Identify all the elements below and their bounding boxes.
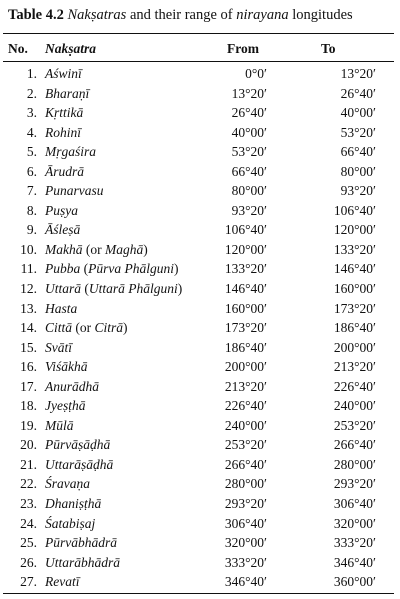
longitude-from: 253°20′ — [224, 437, 267, 453]
longitude-from: 200°00′ — [224, 359, 267, 375]
row-number: 19. — [20, 417, 37, 433]
table-row — [0, 494, 400, 514]
longitude-to: 146°40′ — [333, 261, 376, 277]
longitude-from: 133°20′ — [224, 261, 267, 277]
row-number: 12. — [20, 281, 37, 297]
naksatra-name — [45, 259, 179, 279]
row-number: 10. — [20, 241, 37, 257]
table-row — [0, 84, 400, 104]
naksatra-alternate-name: Maghā — [105, 241, 144, 257]
table-row — [0, 533, 400, 553]
naksatra-primary-name: Svātī — [45, 339, 72, 355]
naksatra-name — [45, 572, 79, 592]
table-row — [0, 416, 400, 436]
naksatra-name — [45, 338, 72, 358]
naksatra-primary-name: Pubba — [45, 261, 81, 277]
table-bottom-rule — [3, 593, 394, 594]
longitude-from: 213°20′ — [224, 378, 267, 394]
naksatra-primary-name: Pūrvāṣāḍhā — [45, 437, 111, 453]
longitude-from: 26°40′ — [231, 105, 267, 121]
column-header-naksatra: Nakṣatra — [45, 41, 97, 56]
table-row — [0, 338, 400, 358]
longitude-from: 293°20′ — [224, 496, 267, 512]
naksatra-primary-name: Uttarābhādrā — [45, 554, 121, 570]
row-number: 13. — [20, 300, 37, 316]
alt-name-open: ( — [81, 281, 89, 297]
longitude-to: 306°40′ — [333, 496, 376, 512]
longitude-from: 106°40′ — [224, 222, 267, 238]
longitude-from: 66°40′ — [231, 163, 267, 179]
longitude-to: 40°00′ — [340, 105, 376, 121]
header-rule — [3, 61, 394, 62]
table-row — [0, 162, 400, 182]
naksatra-primary-name: Mūlā — [45, 417, 74, 433]
longitude-from: 80°00′ — [231, 183, 267, 199]
longitude-from: 266°40′ — [224, 456, 267, 472]
naksatra-alternate-name: Pūrva Phālguni — [88, 261, 174, 277]
row-number: 11. — [20, 261, 37, 277]
row-number: 26. — [20, 554, 37, 570]
row-number: 8. — [26, 202, 37, 218]
table-row — [0, 220, 400, 240]
naksatra-primary-name: Aświnī — [45, 66, 82, 81]
naksatra-name — [45, 299, 77, 319]
longitude-from: 93°20′ — [231, 202, 267, 218]
table-row — [0, 455, 400, 475]
table-row — [0, 64, 400, 84]
longitude-to: 346°40′ — [333, 554, 376, 570]
naksatra-primary-name: Revatī — [45, 574, 80, 590]
row-number: 25. — [20, 535, 37, 551]
naksatra-primary-name: Śatabiṣaj — [45, 515, 96, 531]
table-row — [0, 201, 400, 221]
row-number: 23. — [20, 496, 37, 512]
column-header-no: No. — [8, 41, 28, 56]
naksatra-primary-name: Jyeṣṭhā — [45, 398, 86, 414]
row-number: 3. — [26, 105, 37, 121]
naksatra-primary-name: Cittā — [45, 320, 73, 336]
row-number: 17. — [20, 378, 37, 394]
alt-name-close: ) — [177, 281, 183, 297]
naksatra-primary-name: Ārudrā — [45, 163, 85, 179]
longitude-from: 320°00′ — [224, 535, 267, 551]
column-header-to: To — [321, 41, 336, 56]
longitude-to: 213°20′ — [333, 359, 376, 375]
table-row — [0, 572, 400, 592]
naksatra-name — [45, 318, 128, 338]
table-number: Table 4.2 — [8, 7, 64, 23]
caption-text: and their range of — [126, 7, 237, 23]
naksatra-primary-name: Viśākhā — [45, 359, 88, 375]
row-number: 1. — [26, 66, 37, 81]
table-row — [0, 181, 400, 201]
alt-name-close: ) — [174, 261, 179, 277]
naksatra-primary-name: Punarvasu — [45, 183, 104, 199]
naksatra-name — [45, 240, 148, 260]
naksatra-primary-name: Anurādhā — [45, 378, 99, 394]
column-header-from: From — [227, 41, 259, 56]
table-row — [0, 259, 400, 279]
longitude-to: 333°20′ — [333, 535, 376, 551]
naksatra-name — [45, 84, 89, 104]
longitude-from: 146°40′ — [224, 281, 267, 297]
naksatra-alternate-name: Citrā — [94, 320, 124, 336]
longitude-to: 160°00′ — [333, 281, 376, 297]
row-number: 22. — [20, 476, 37, 492]
table-row — [0, 396, 400, 416]
naksatra-name — [45, 142, 96, 162]
naksatra-primary-name: Mṛgaśira — [45, 144, 97, 160]
naksatra-name — [45, 455, 113, 475]
row-number: 6. — [26, 163, 37, 179]
naksatra-primary-name: Dhaniṣṭhā — [45, 496, 102, 512]
longitude-to: 200°00′ — [333, 339, 376, 355]
naksatra-name — [45, 64, 82, 84]
row-number: 9. — [26, 222, 37, 238]
naksatra-primary-name: Hasta — [45, 300, 78, 316]
alt-name-close: ) — [143, 241, 148, 257]
alt-name-open: ( — [80, 261, 89, 277]
longitude-to: 266°40′ — [333, 437, 376, 453]
longitude-from: 120°00′ — [224, 241, 267, 257]
table-row — [0, 318, 400, 338]
longitude-to: 360°00′ — [333, 574, 376, 590]
row-number: 2. — [26, 85, 37, 101]
longitude-to: 293°20′ — [333, 476, 376, 492]
naksatra-name — [45, 162, 84, 182]
longitude-to: 280°00′ — [333, 456, 376, 472]
row-number: 20. — [20, 437, 37, 453]
longitude-from: 333°20′ — [224, 554, 267, 570]
row-number: 5. — [26, 144, 37, 160]
alt-name-open: (or — [82, 241, 105, 257]
naksatra-name — [45, 220, 80, 240]
longitude-from: 160°00′ — [224, 300, 267, 316]
naksatra-name — [45, 514, 95, 534]
table-top-rule — [3, 33, 394, 34]
longitude-from: 346°40′ — [224, 574, 267, 590]
longitude-from: 173°20′ — [224, 320, 267, 336]
table-row — [0, 103, 400, 123]
row-number: 15. — [20, 339, 37, 355]
row-number: 7. — [26, 183, 37, 199]
longitude-to: 120°00′ — [333, 222, 376, 238]
naksatra-primary-name: Puṣya — [45, 202, 78, 218]
longitude-to: 186°40′ — [333, 320, 376, 336]
table-caption — [8, 7, 353, 24]
row-number: 14. — [20, 320, 37, 336]
table-row — [0, 279, 400, 299]
naksatra-name — [45, 377, 99, 397]
row-number: 16. — [20, 359, 37, 375]
naksatra-name — [45, 103, 83, 123]
longitude-to: 133°20′ — [333, 241, 376, 257]
longitude-from: 40°00′ — [231, 124, 267, 140]
longitude-from: 240°00′ — [224, 417, 267, 433]
longitude-from: 53°20′ — [231, 144, 267, 160]
alt-name-close: ) — [123, 320, 128, 336]
naksatra-name — [45, 279, 182, 299]
longitude-to: 80°00′ — [340, 163, 376, 179]
naksatra-name — [45, 123, 81, 143]
longitude-from: 226°40′ — [224, 398, 267, 414]
naksatra-name — [45, 494, 101, 514]
table-row — [0, 142, 400, 162]
row-number: 18. — [20, 398, 37, 414]
naksatra-primary-name: Rohinī — [45, 124, 81, 140]
row-number: 21. — [20, 456, 37, 472]
longitude-to: 26°40′ — [340, 85, 376, 101]
longitude-to: 13°20′ — [340, 66, 376, 81]
row-number: 24. — [20, 515, 37, 531]
naksatra-name — [45, 533, 117, 553]
longitude-from: 306°40′ — [224, 515, 267, 531]
longitude-to: 253°20′ — [333, 417, 376, 433]
longitude-from: 0°0′ — [245, 66, 267, 81]
longitude-from: 13°20′ — [231, 85, 267, 101]
naksatra-primary-name: Kṛttikā — [45, 105, 84, 121]
longitude-to: 320°00′ — [333, 515, 376, 531]
table-row — [0, 435, 400, 455]
naksatra-primary-name: Pūrvābhādrā — [45, 535, 117, 551]
table-row — [0, 123, 400, 143]
naksatra-name — [45, 553, 120, 573]
naksatra-primary-name: Bharaṇī — [45, 85, 90, 101]
longitude-to: 226°40′ — [333, 378, 376, 394]
naksatra-name — [45, 435, 110, 455]
row-number: 4. — [26, 124, 37, 140]
naksatra-name — [45, 357, 88, 377]
naksatra-name — [45, 181, 104, 201]
longitude-to: 173°20′ — [333, 300, 376, 316]
naksatra-name — [45, 416, 74, 436]
table-row — [0, 474, 400, 494]
naksatra-primary-name: Śravaṇa — [45, 476, 90, 492]
table-row — [0, 514, 400, 534]
longitude-from: 280°00′ — [224, 476, 267, 492]
longitude-to: 66°40′ — [340, 144, 376, 160]
table-row — [0, 240, 400, 260]
table-row — [0, 357, 400, 377]
naksatra-name — [45, 474, 90, 494]
alt-name-open: (or — [72, 320, 95, 336]
table-row — [0, 299, 400, 319]
row-number: 27. — [20, 574, 37, 590]
naksatra-name — [45, 201, 78, 221]
naksatra-name — [45, 396, 85, 416]
table-row — [0, 553, 400, 573]
naksatra-primary-name: Uttarāṣāḍhā — [45, 456, 114, 472]
longitude-to: 53°20′ — [340, 124, 376, 140]
longitude-to: 240°00′ — [333, 398, 376, 414]
caption-text-end: longitudes — [288, 7, 353, 23]
table-row — [0, 377, 400, 397]
caption-term-naksatras: Nakṣatras — [67, 7, 127, 23]
naksatra-alternate-name: Uttarā Phālguni — [88, 281, 178, 297]
table-body — [0, 64, 400, 592]
caption-term-nirayana: nirayana — [236, 7, 289, 23]
longitude-from: 186°40′ — [224, 339, 267, 355]
longitude-to: 93°20′ — [340, 183, 376, 199]
naksatra-primary-name: Uttarā — [45, 281, 82, 297]
naksatra-primary-name: Makhā — [45, 241, 83, 257]
naksatra-primary-name: Āśleṣā — [45, 222, 81, 238]
longitude-to: 106°40′ — [333, 202, 376, 218]
